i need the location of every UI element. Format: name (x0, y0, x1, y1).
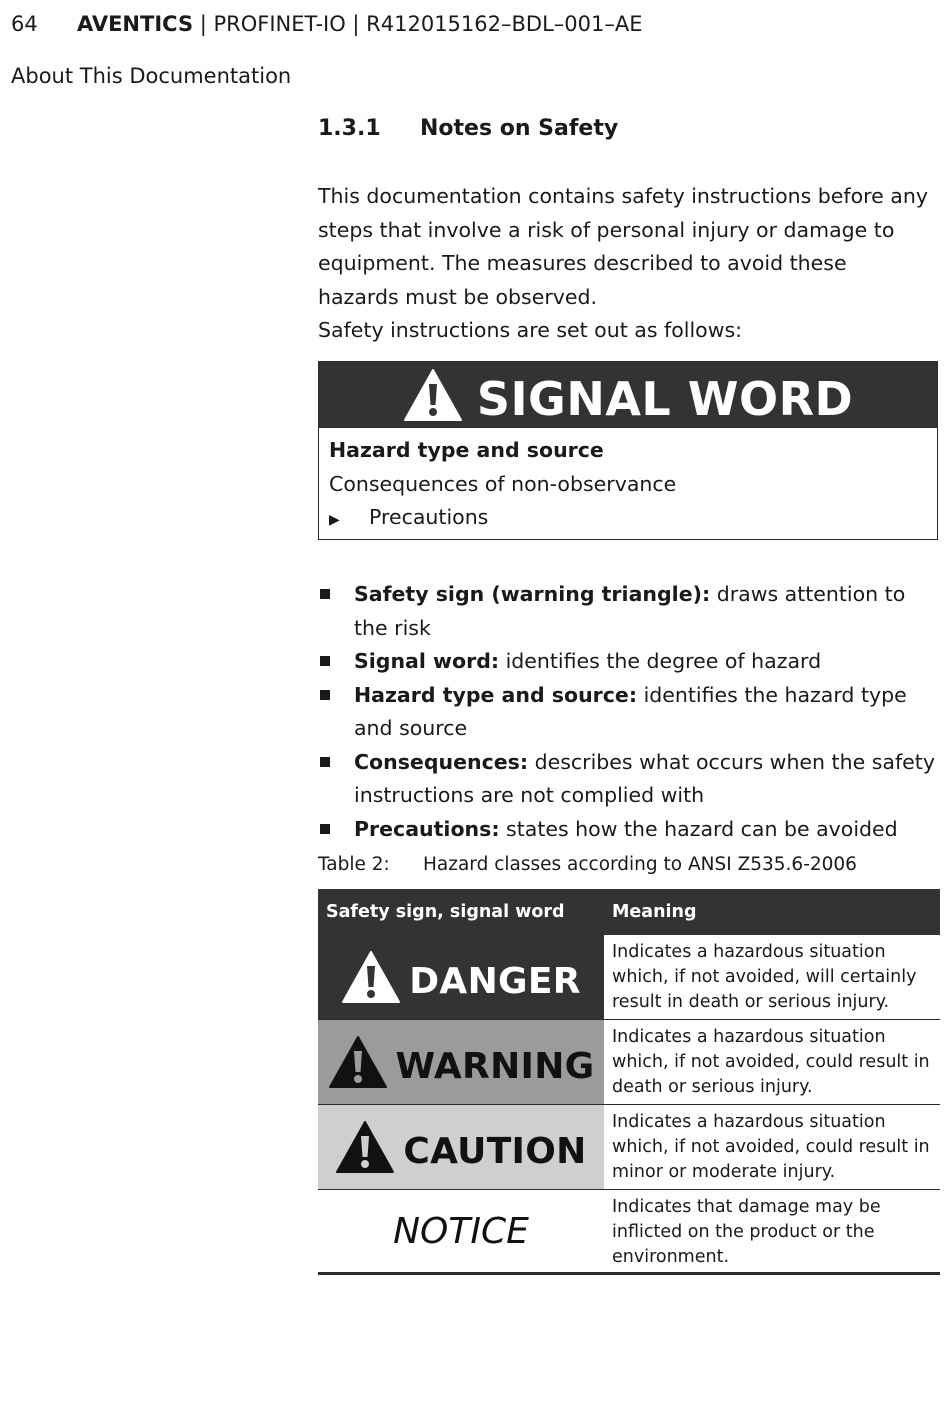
signal-word: SIGNAL WORD (476, 372, 854, 426)
table-row-warning (318, 1020, 940, 1105)
intro-text (318, 180, 928, 348)
caution-meaning: Indicates a hazardous situation which, if not avoided, could result in minor or moderate injury. (612, 1112, 930, 1182)
brand-name: AVENTICS (77, 12, 194, 36)
document-id: | PROFINET-IO | R412015162–BDL–001–AE (193, 12, 643, 36)
warning-triangle-icon (335, 1120, 395, 1174)
safety-instruction-template (318, 361, 938, 540)
table-row-notice (318, 1190, 940, 1275)
list-item-term: Precautions: (354, 816, 500, 841)
list-item-term: Hazard type and source: (354, 682, 638, 707)
warning-meaning: Indicates a hazardous situation which, if not avoided, could result in death or serious injury. (612, 1027, 930, 1097)
danger-meaning: Indicates a hazardous situation which, if not avoided, will certainly result in death or serious injury. (612, 942, 917, 1012)
warning-sign-cell (318, 1020, 604, 1104)
precautions-text: Precautions (369, 505, 489, 529)
signal-word-bar (319, 362, 937, 428)
hazard-classes-table (318, 889, 940, 1275)
intro-paragraph: This documentation contains safety instructions before any steps that involve a risk of personal injury or damage to equipment. The measures described to avoid these hazards must be observed. (318, 184, 928, 309)
table-caption-text: Hazard classes according to ANSI Z535.6-2006 (423, 854, 857, 875)
caution-signal-word: CAUTION (403, 1130, 587, 1172)
notice-meaning: Indicates that damage may be inflicted on the product or the environment. (612, 1197, 881, 1267)
list-item-term: Consequences: (354, 749, 529, 774)
column-header-sign: Safety sign, signal word (326, 902, 565, 922)
table-row-danger (318, 935, 940, 1020)
consequences-line: Consequences of non-observance (329, 471, 677, 496)
table-caption (318, 854, 857, 875)
running-header (11, 12, 643, 36)
column-header-meaning: Meaning (612, 901, 697, 922)
square-bullet-icon (320, 690, 330, 700)
precautions-line (329, 501, 676, 538)
intro-follow: Safety instructions are set out as follows: (318, 318, 743, 342)
table-row-caution (318, 1105, 940, 1190)
notice-signal-word: NOTICE (393, 1210, 529, 1252)
table-header-row (318, 889, 940, 935)
element-explanation-list (318, 578, 943, 846)
section-number: 1.3.1 (318, 116, 381, 141)
list-item-text: states how the hazard can be avoided (499, 816, 898, 841)
square-bullet-icon (320, 589, 330, 599)
list-item (318, 679, 943, 746)
warning-triangle-icon (341, 950, 401, 1004)
triangle-right-icon: ▶ (329, 512, 340, 528)
signal-box-body (329, 434, 676, 538)
danger-signal-word: DANGER (409, 960, 581, 1002)
danger-sign-cell (318, 935, 604, 1019)
hazard-type-line: Hazard type and source (329, 438, 604, 462)
list-item-term: Signal word: (354, 649, 500, 673)
caution-sign-cell (318, 1105, 604, 1189)
warning-triangle-icon (328, 1035, 388, 1089)
list-item (318, 813, 943, 847)
section-title: Notes on Safety (420, 116, 619, 141)
list-item-text: describes what occurs when the safety instructions are not complied with (354, 749, 935, 807)
list-item (318, 578, 943, 645)
table-caption-number: Table 2: (318, 854, 390, 875)
list-item-term: Safety sign (warning triangle): (354, 582, 711, 606)
list-item-text: identifies the hazard type and source (354, 682, 907, 740)
section-heading (318, 116, 618, 141)
chapter-label: About This Documentation (11, 64, 292, 88)
page-number: 64 (11, 12, 38, 36)
square-bullet-icon (320, 757, 330, 767)
list-item-text: identifies the degree of hazard (499, 649, 822, 673)
square-bullet-icon (320, 824, 330, 834)
square-bullet-icon (320, 656, 330, 666)
list-item (318, 746, 943, 813)
list-item-text: draws attention to the risk (354, 582, 906, 640)
warning-signal-word: WARNING (395, 1045, 595, 1087)
notice-sign-cell (318, 1190, 604, 1272)
warning-triangle-icon (403, 368, 463, 422)
list-item (318, 645, 943, 679)
